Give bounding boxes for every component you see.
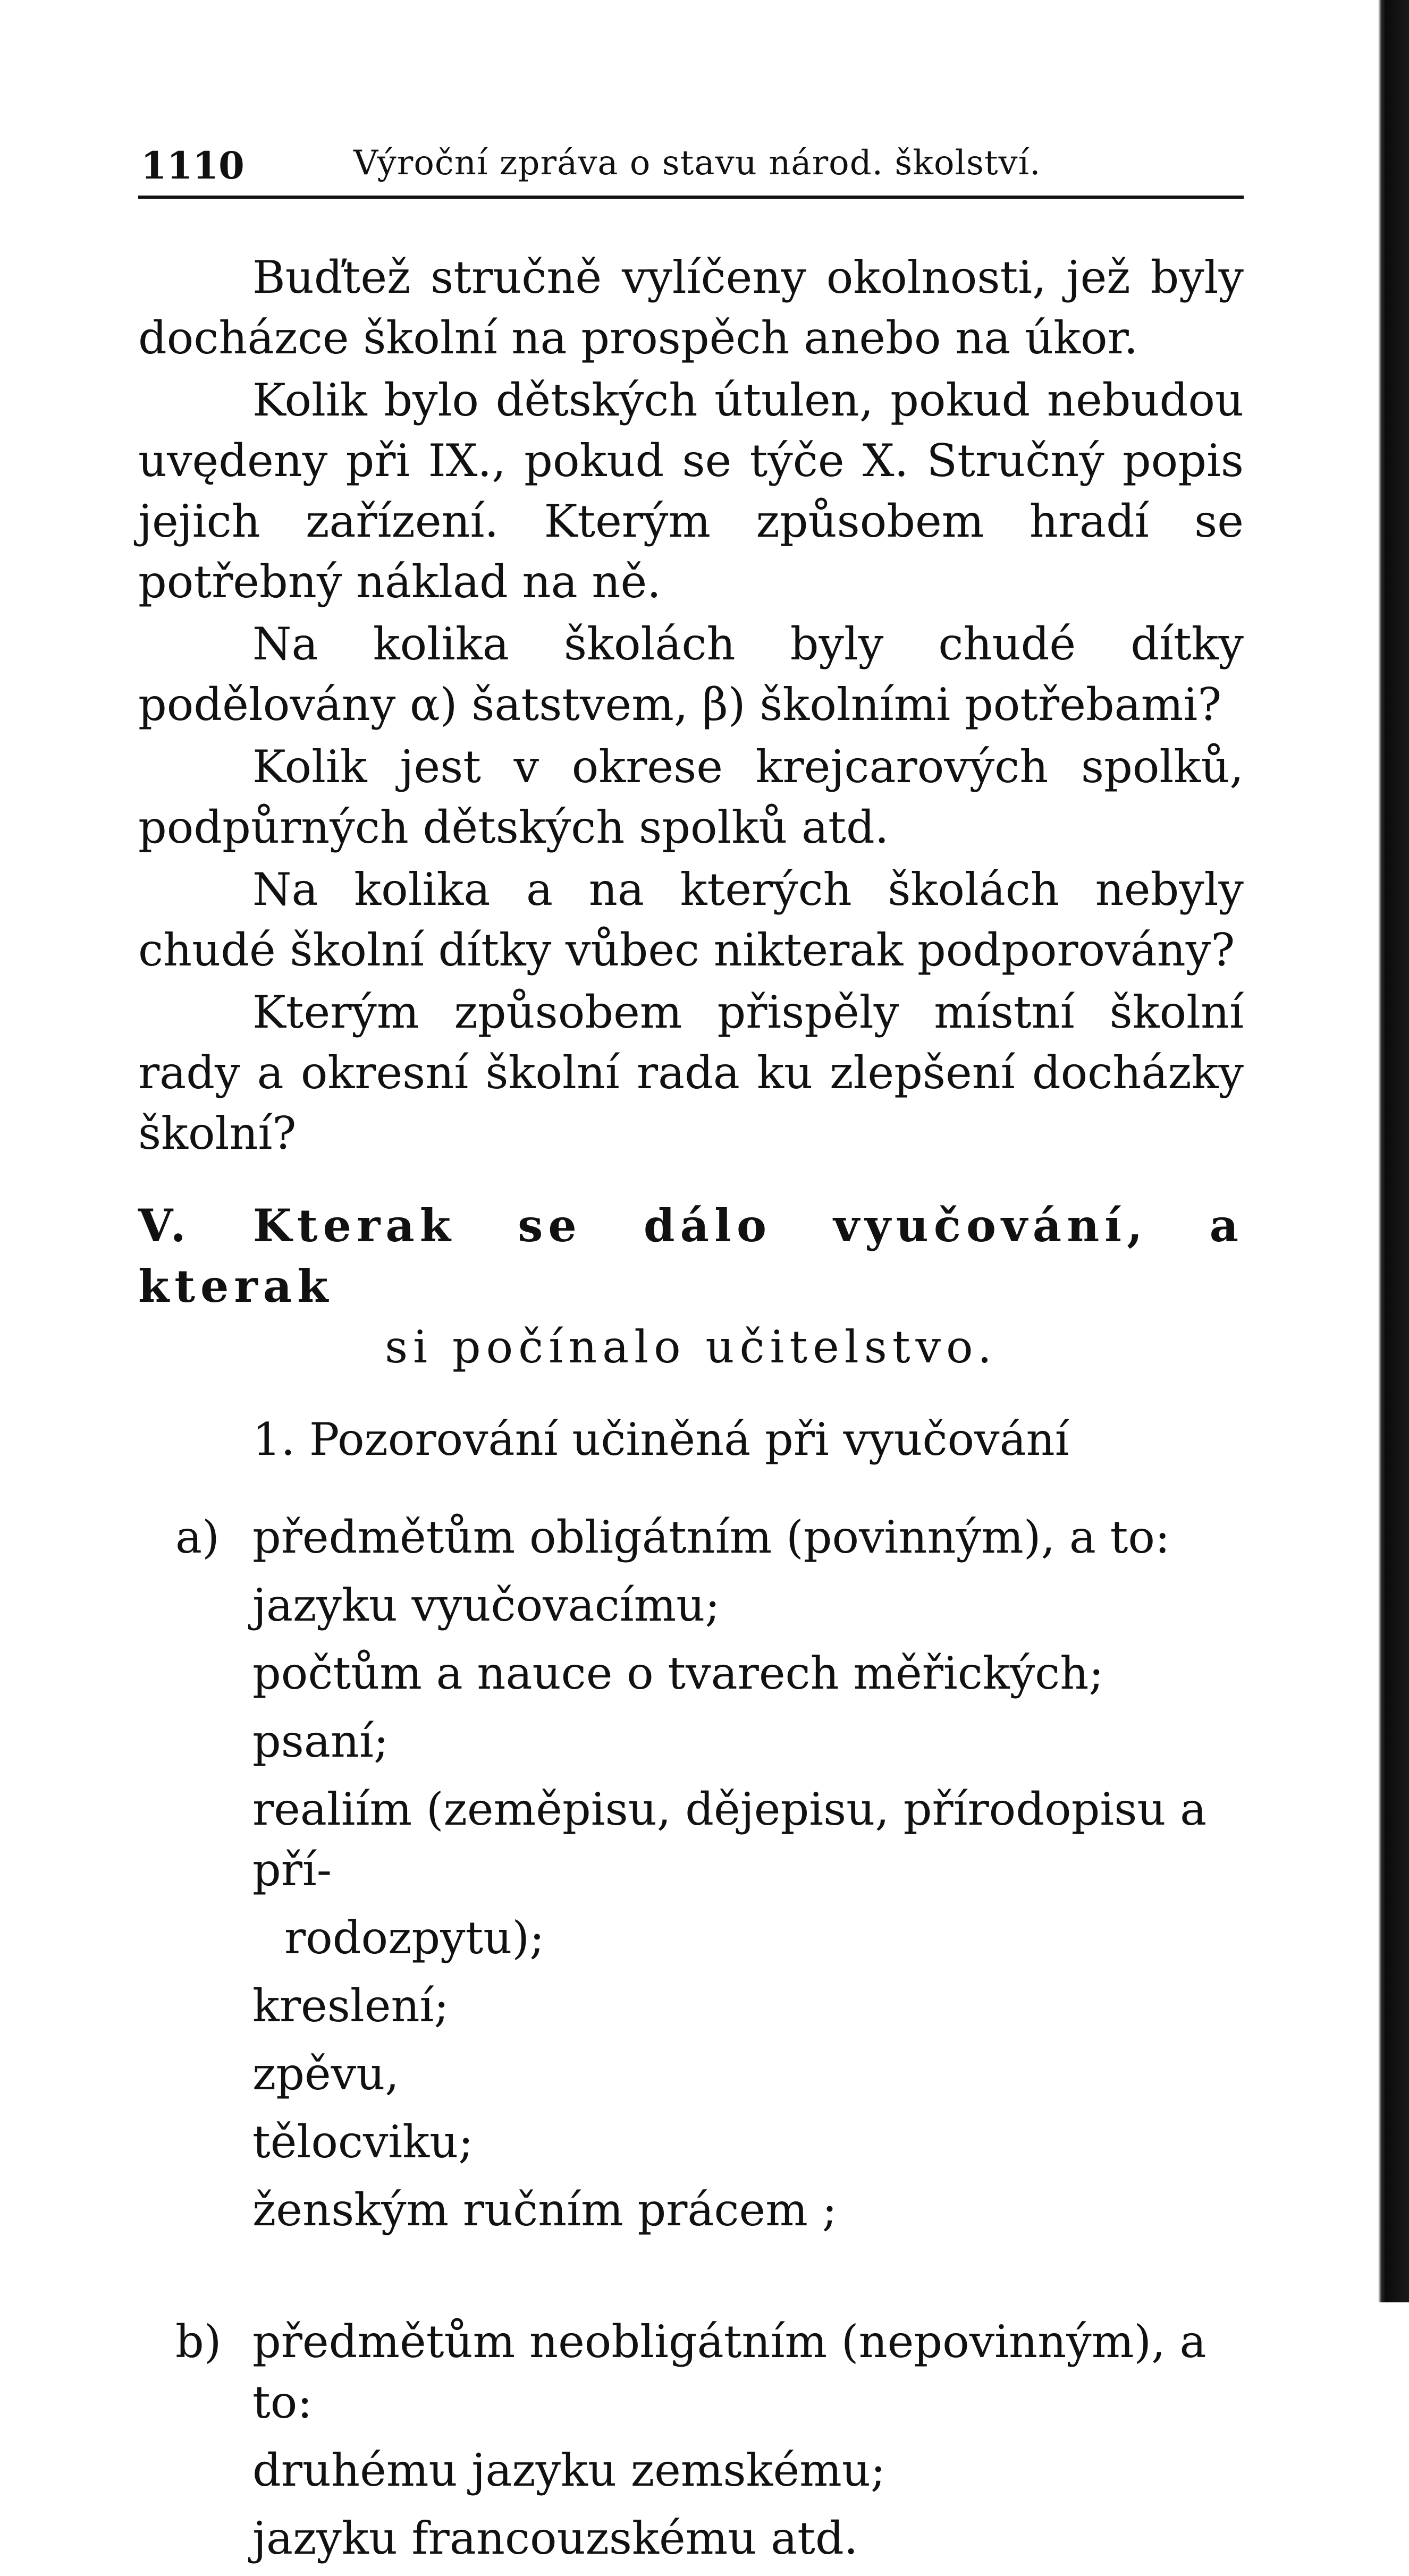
- list-item: předmětům neobligátním (nepovinným), a to:: [252, 2316, 1206, 2428]
- section-heading: V. Kterak se dálo vyučování, a kterak: [138, 1199, 1244, 1312]
- list-item: zpěvu,: [252, 2048, 399, 2100]
- section-heading-continued: si počínalo učitelstvo.: [385, 1321, 997, 1373]
- list-item: psaní;: [252, 1715, 389, 1767]
- list-item: jazyku francouzskému atd.: [252, 2512, 858, 2564]
- list-b-marker: b): [175, 2316, 222, 2368]
- list-a: [138, 1507, 1244, 2248]
- list-a-items: [252, 1507, 1244, 2248]
- paragraph: Buďtež stručně vylíčeny okolnosti, jež byly docházce školní na prospěch anebo na úkor.: [138, 251, 1244, 364]
- paragraph: Kolik jest v okrese krejcarových spolků, podpůrných dětských spolků atd.: [138, 741, 1244, 853]
- list-item: tělocviku;: [252, 2116, 474, 2168]
- list-a-marker: a): [175, 1511, 220, 1563]
- paragraph: Na kolika a na kterých školách nebyly chudé školní dítky vůbec nikterak podporovány?: [138, 863, 1244, 976]
- list-item: druhému jazyku zemskému;: [252, 2444, 886, 2496]
- list-item: předmětům obligátním (povinným), a to:: [252, 1511, 1170, 1563]
- book-page: [138, 128, 1244, 2564]
- header-rule: [138, 196, 1244, 199]
- list-item: kreslení;: [252, 1980, 449, 2032]
- paragraph: Na kolika školách byly chudé dítky podělovány α) šatstvem, β) školními potřebami?: [138, 618, 1244, 731]
- list-item: jazyku vyučovacímu;: [252, 1579, 720, 1631]
- running-title: Výroční zpráva o stavu národ. školství.: [353, 143, 1041, 183]
- list-item: ženským ručním prácem ;: [252, 2184, 837, 2236]
- list-item: realiím (zeměpisu, dějepisu, přírodopisu a pří-: [252, 1783, 1207, 1896]
- list-b: [138, 2311, 1244, 2576]
- list-item: počtům a nauce o tvarech měřických;: [252, 1647, 1104, 1699]
- list-item-continued: rodozpytu);: [284, 1912, 545, 1964]
- list-b-items: [252, 2311, 1244, 2576]
- paragraph: Kolik bylo dětských útulen, pokud nebudou uvędeny při IX., pokud se týče X. Stručný popis jejich zařízení. Kterým způsobem hradí se potřebný náklad na ně.: [138, 374, 1244, 608]
- page-header: [138, 128, 1244, 188]
- page-number: 1110: [141, 143, 244, 188]
- subsection-heading: 1. Pozorování učiněná při vyučování: [252, 1413, 1069, 1465]
- page-edge: [1378, 0, 1409, 2302]
- page-body: [138, 247, 1244, 2576]
- paragraph: Kterým způsobem přispěly místní školní rady a okresní školní rada ku zlepšení docházky školní?: [138, 986, 1244, 1159]
